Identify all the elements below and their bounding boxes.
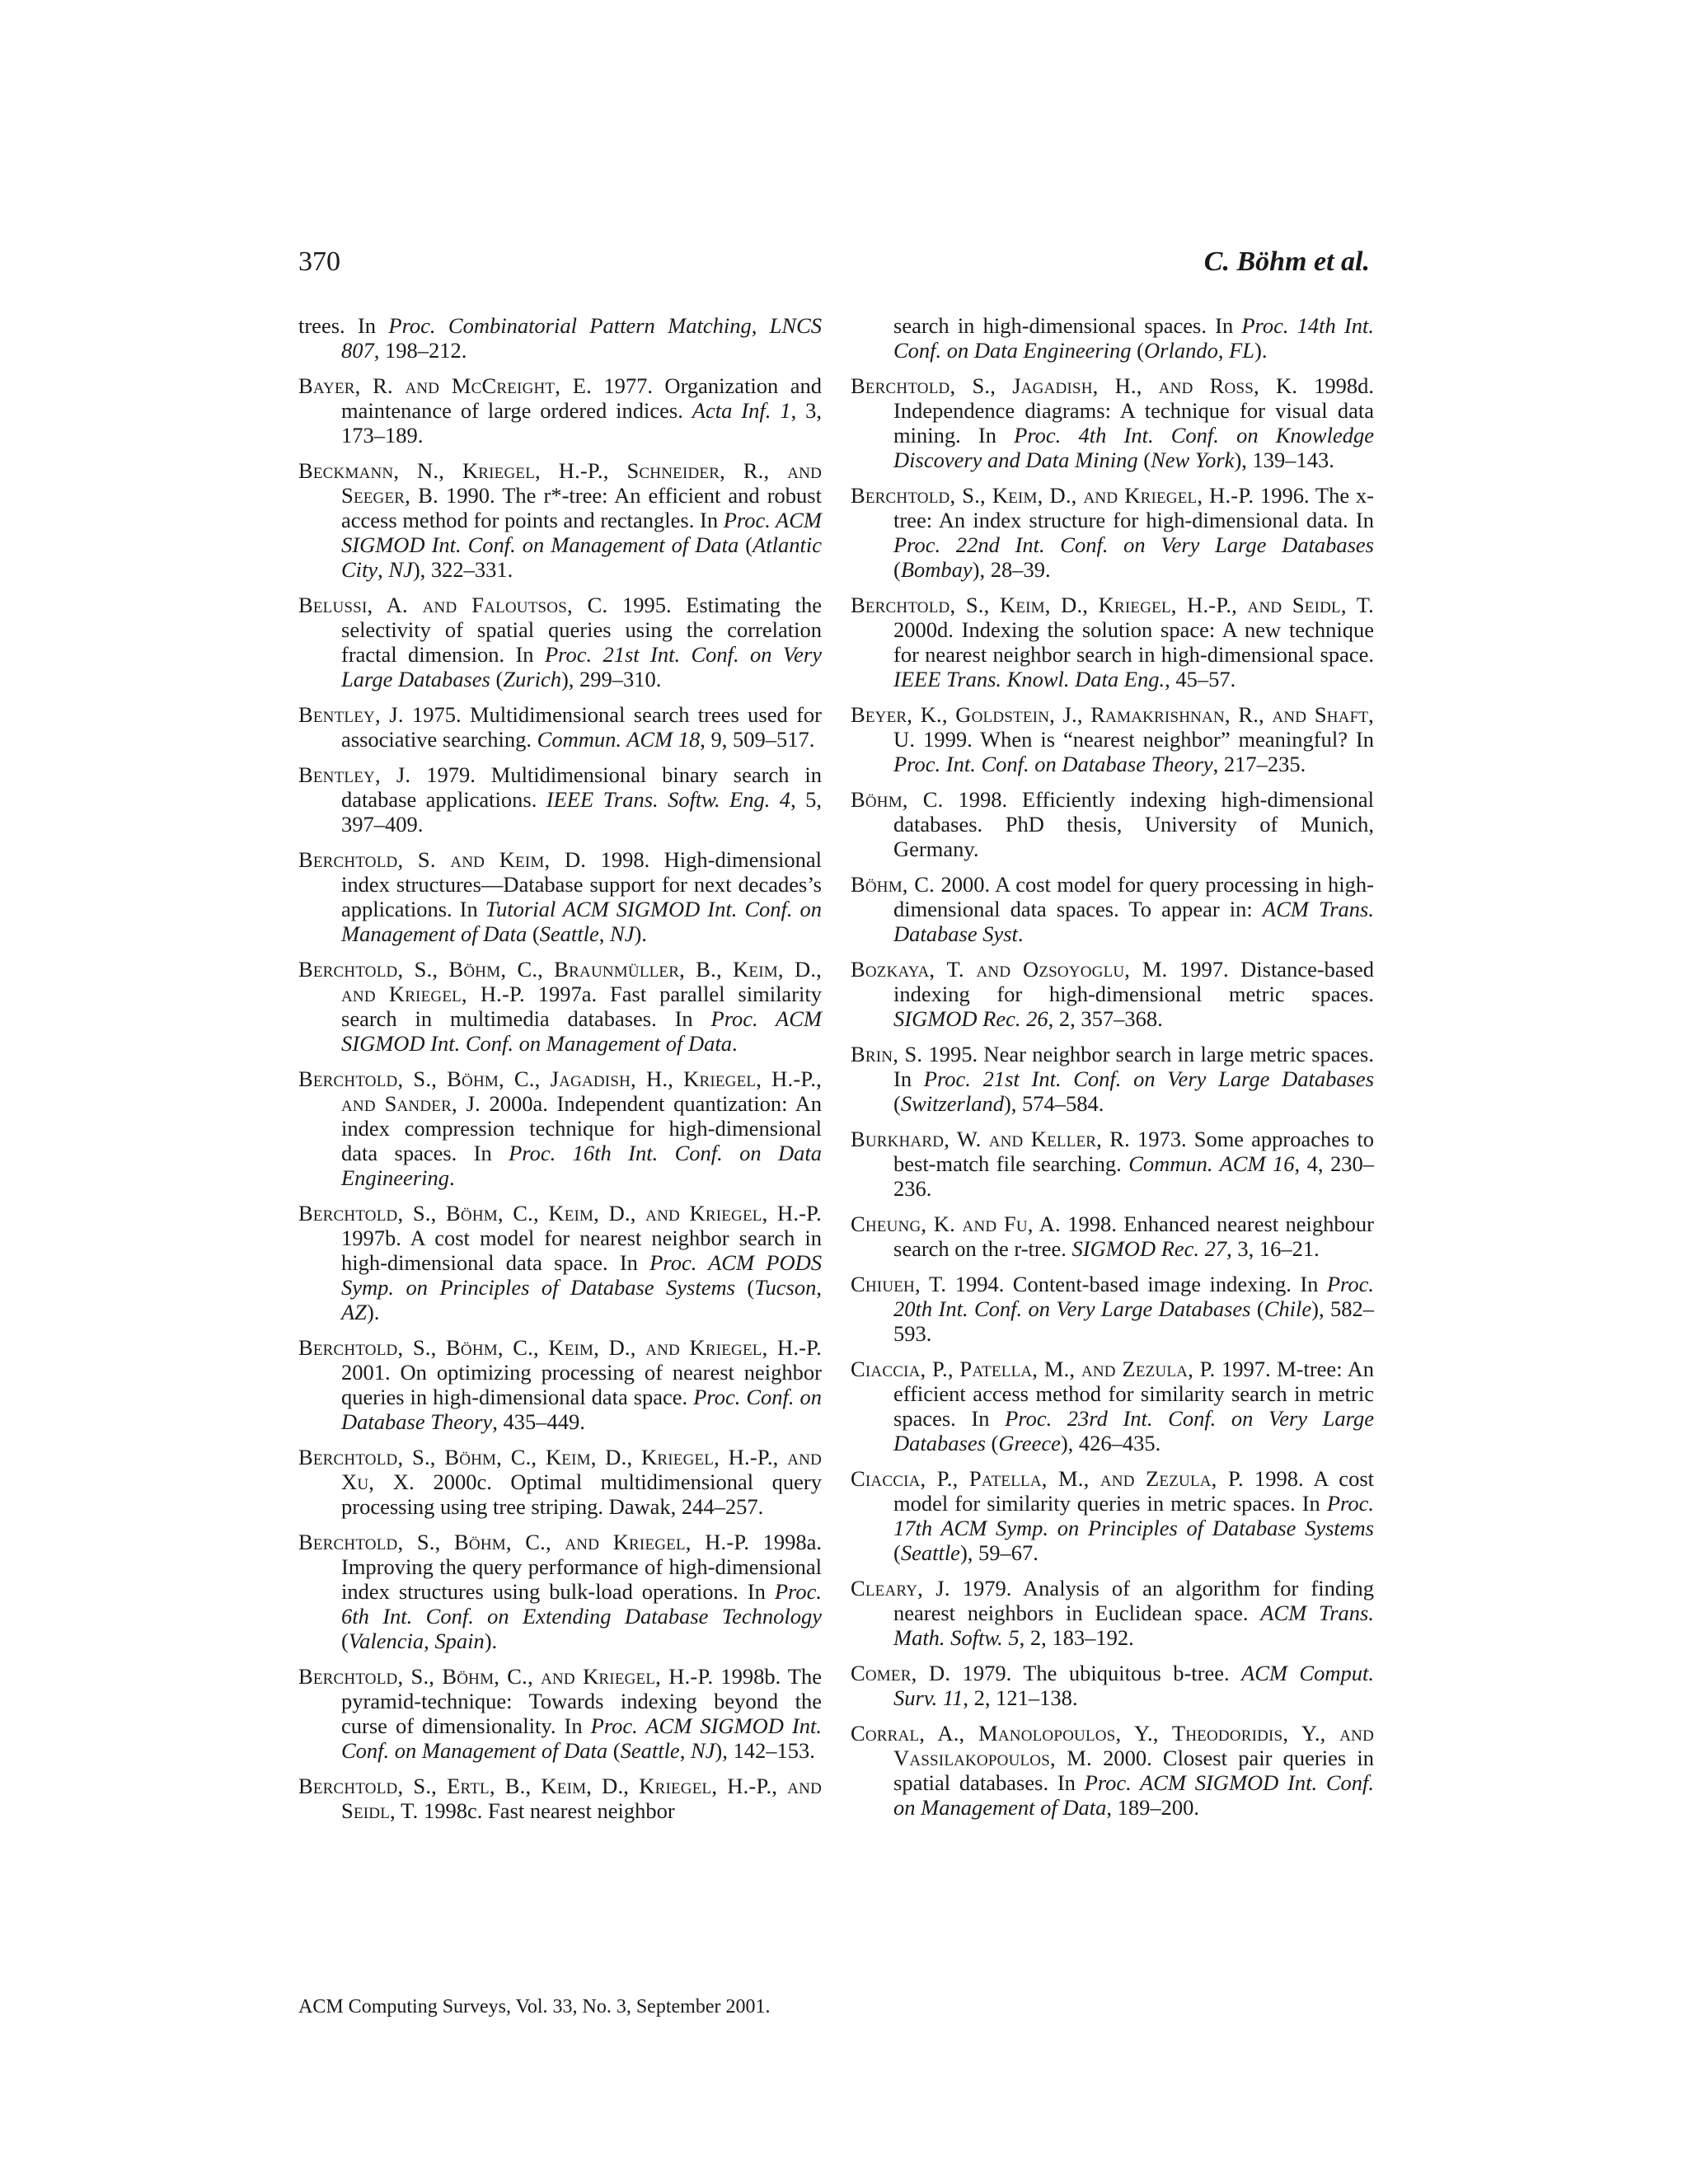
reference-text: ), 426–435. bbox=[1060, 1431, 1161, 1455]
reference-venue: AZ bbox=[341, 1300, 367, 1324]
reference-text: ). bbox=[366, 1300, 380, 1324]
reference-venue: Chile bbox=[1264, 1296, 1312, 1321]
reference-venue: ACM Trans. Math. Softw. 5 bbox=[893, 1601, 1374, 1650]
reference-text: 1994. Content-based image indexing. In bbox=[946, 1272, 1327, 1296]
reference-venue: Proc. 4th Int. Conf. on Knowledge Discovery and Data Mining bbox=[893, 423, 1374, 472]
reference-entry bbox=[851, 872, 1374, 946]
reference-text: ( bbox=[893, 1540, 901, 1565]
reference-text: 2000c. Optimal multidimensional query processing using tree striping. Dawak, 244–257. bbox=[341, 1469, 823, 1519]
reference-authors: Belussi, A. and Faloutsos, C. bbox=[298, 593, 608, 617]
reference-authors: Burkhard, W. and Keller, R. bbox=[851, 1127, 1130, 1151]
reference-venue: ACM Trans. Database Syst bbox=[893, 897, 1374, 946]
reference-text: , 189–200. bbox=[1106, 1795, 1199, 1820]
reference-text: 2000a. Independent quantization: An index compression technique for high-dimensional data spaces. In bbox=[341, 1091, 822, 1165]
reference-venue: Seattle bbox=[900, 1540, 960, 1565]
reference-text: ), 582–593. bbox=[893, 1296, 1374, 1346]
reference-entry bbox=[298, 1774, 822, 1823]
reference-venue: Proc. ACM PODS Symp. on Principles of Database Systems bbox=[341, 1250, 822, 1300]
reference-authors: Cleary, J. bbox=[851, 1576, 950, 1601]
reference-entry bbox=[851, 593, 1374, 691]
reference-venue: Commun. ACM 16 bbox=[1128, 1151, 1295, 1176]
reference-text: , 4, 230–236. bbox=[893, 1151, 1375, 1201]
reference-authors: Berchtold, S., Jagadish, H., and Ross, K. bbox=[851, 373, 1298, 398]
reference-entry bbox=[298, 1664, 822, 1763]
reference-text: ( bbox=[738, 532, 753, 557]
reference-text: 1998a. Improving the query performance of high-dimensional index structures using bulk-load operations. In bbox=[341, 1530, 822, 1604]
reference-text: 2000. Closest pair queries in spatial databases. In bbox=[893, 1746, 1375, 1795]
reference-text: 1998. A cost model for similarity queries in metric spaces. In bbox=[893, 1466, 1374, 1516]
reference-venue: IEEE Trans. Knowl. Data Eng. bbox=[893, 667, 1165, 691]
reference-venue: Bombay bbox=[900, 557, 973, 582]
reference-text: 1979. The ubiquitous b-tree. bbox=[950, 1661, 1242, 1685]
reference-text: 1998b. The pyramid-technique: Towards indexing beyond the curse of dimensionality. In bbox=[341, 1664, 822, 1738]
reference-text: 2001. On optimizing processing of nearest neighbor queries in high-dimensional data space. bbox=[341, 1360, 822, 1409]
reference-text: 1995. Near neighbor search in large metric spaces. In bbox=[893, 1042, 1374, 1091]
reference-venue: NJ bbox=[610, 921, 635, 946]
reference-text: , bbox=[679, 1738, 691, 1763]
reference-authors: Berchtold, S., Ertl, B., Keim, D., Kriegel, H.-P., and Seidl, T. bbox=[298, 1774, 822, 1823]
reference-authors: Berchtold, S., Böhm, C., Keim, D., Kriegel, H.-P., and Xu, X. bbox=[298, 1445, 822, 1494]
reference-venue: Atlantic City bbox=[341, 532, 822, 582]
reference-entry bbox=[851, 1466, 1374, 1565]
reference-entry bbox=[298, 593, 822, 691]
reference-authors: Berchtold, S., Böhm, C., and Kriegel, H.-P. bbox=[298, 1530, 750, 1554]
reference-entry bbox=[851, 1357, 1374, 1455]
reference-authors: Bayer, R. and McCreight, E. bbox=[298, 373, 592, 398]
reference-venue: SIGMOD Rec. 26 bbox=[893, 1006, 1048, 1031]
reference-text: , 45–57. bbox=[1165, 667, 1236, 691]
reference-text: ), 574–584. bbox=[1003, 1091, 1104, 1116]
reference-venue: Commun. ACM 18 bbox=[537, 727, 701, 752]
reference-venue: Proc. ACM SIGMOD Int. Conf. on Management of Data bbox=[341, 1006, 822, 1056]
reference-text: 1990. The r*-tree: An efficient and robust access method for points and rectangles. In bbox=[341, 483, 822, 532]
reference-entry bbox=[851, 702, 1374, 776]
reference-venue: Proc. 21st Int. Conf. on Very Large Databases bbox=[341, 642, 823, 691]
reference-entry bbox=[851, 1661, 1374, 1710]
reference-text: ). bbox=[1254, 338, 1268, 363]
reference-venue: FL bbox=[1229, 338, 1255, 363]
reference-text: 1979. Multidimensional binary search in database applications. bbox=[341, 762, 822, 812]
reference-venue: Proc. 22nd Int. Conf. on Very Large Databases bbox=[893, 532, 1374, 557]
reference-authors: Cheung, K. and Fu, A. bbox=[851, 1212, 1061, 1236]
reference-authors: Brin, S. bbox=[851, 1042, 923, 1066]
reference-entry bbox=[298, 957, 822, 1056]
reference-venue: Zurich bbox=[503, 667, 561, 691]
reference-text: ( bbox=[1137, 448, 1151, 472]
reference-text: 1977. Organization and maintenance of large ordered indices. bbox=[341, 373, 822, 423]
reference-authors: Böhm, C. bbox=[851, 787, 944, 812]
reference-authors: Corral, A., Manolopoulos, Y., Theodoridis, Y., and Vassilakopoulos, M. bbox=[851, 1721, 1374, 1770]
reference-entry bbox=[851, 1576, 1374, 1650]
reference-entry bbox=[298, 1335, 822, 1434]
reference-venue: Switzerland bbox=[900, 1091, 1004, 1116]
reference-text: 1996. The x-tree: An index structure for high-dimensional data. In bbox=[893, 483, 1375, 532]
reference-venue: Proc. 17th ACM Symp. on Principles of Database Systems bbox=[893, 1491, 1374, 1540]
reference-text: 1999. When is “nearest neighbor” meaningful? In bbox=[915, 727, 1374, 752]
reference-authors: Chiueh, T. bbox=[851, 1272, 947, 1296]
reference-text: ). bbox=[634, 921, 647, 946]
references-column-right bbox=[851, 313, 1374, 1830]
reference-entry bbox=[851, 483, 1374, 582]
reference-text: 1997b. A cost model for nearest neighbor search in high-dimensional data space. In bbox=[341, 1226, 822, 1275]
running-head: C. Böhm et al. bbox=[1203, 246, 1370, 277]
reference-text: 1998. Efficiently indexing high-dimensional databases. PhD thesis, University of Munich, Germany. bbox=[893, 787, 1374, 861]
reference-entry bbox=[298, 1066, 822, 1190]
reference-venue: Proc. 23rd Int. Conf. on Very Large Databases bbox=[893, 1406, 1374, 1455]
reference-authors: Ciaccia, P., Patella, M., and Zezula, P. bbox=[851, 1357, 1216, 1381]
reference-text: , bbox=[1217, 338, 1230, 363]
reference-text: , bbox=[424, 1629, 435, 1653]
reference-entry bbox=[298, 702, 822, 752]
reference-entry bbox=[298, 762, 822, 837]
reference-venue: Orlando bbox=[1144, 338, 1218, 363]
reference-text: ( bbox=[607, 1738, 621, 1763]
reference-authors: Berchtold, S., Böhm, C., Braunmüller, B., Keim, D., and Kriegel, H.-P. bbox=[298, 957, 822, 1006]
reference-text: , 3, 173–189. bbox=[341, 398, 823, 448]
reference-venue: ACM Comput. Surv. 11 bbox=[893, 1661, 1374, 1710]
reference-authors: Beckmann, N., Kriegel, H.-P., Schneider, R., and Seeger, B. bbox=[298, 458, 822, 508]
reference-text: . bbox=[732, 1031, 738, 1056]
reference-text: ), 59–67. bbox=[959, 1540, 1039, 1565]
reference-text: ( bbox=[893, 557, 901, 582]
reference-entry bbox=[851, 1721, 1374, 1820]
reference-entry bbox=[851, 373, 1374, 472]
reference-venue: New York bbox=[1151, 448, 1235, 472]
reference-venue: Tutorial ACM SIGMOD Int. Conf. on Management of Data bbox=[341, 897, 823, 946]
reference-venue: NJ bbox=[690, 1738, 715, 1763]
reference-venue: Seattle bbox=[539, 921, 599, 946]
reference-venue: Proc. 20th Int. Conf. on Very Large Databases bbox=[893, 1272, 1375, 1321]
reference-authors: Bentley, J. bbox=[298, 702, 404, 727]
reference-text: , 435–449. bbox=[492, 1409, 585, 1434]
reference-text: . bbox=[1017, 921, 1024, 946]
reference-authors: Berchtold, S. and Keim, D. bbox=[298, 847, 587, 872]
reference-text: 1997. Distance-based indexing for high-dimensional metric spaces. bbox=[893, 957, 1375, 1006]
reference-authors: Comer, D. bbox=[851, 1661, 951, 1685]
reference-text: 2000d. Indexing the solution space: A new technique for nearest neighbor search in high-dimensional space. bbox=[893, 617, 1374, 667]
reference-entry bbox=[298, 1201, 822, 1324]
reference-text: , 3, 16–21. bbox=[1226, 1236, 1320, 1261]
reference-text: , bbox=[816, 1275, 822, 1300]
reference-text: ), 139–143. bbox=[1234, 448, 1334, 472]
reference-text: 1979. Analysis of an algorithm for finding nearest neighbors in Euclidean space. bbox=[893, 1576, 1374, 1625]
reference-venue: Greece bbox=[998, 1431, 1061, 1455]
reference-authors: Berchtold, S., Böhm, C., and Kriegel, H.-P. bbox=[298, 1664, 714, 1689]
reference-text: , 9, 509–517. bbox=[700, 727, 815, 752]
reference-entry bbox=[298, 1530, 822, 1653]
reference-text: , 2, 121–138. bbox=[963, 1685, 1078, 1710]
reference-text: ( bbox=[1250, 1296, 1264, 1321]
reference-authors: Ciaccia, P., Patella, M., and Zezula, P. bbox=[851, 1466, 1244, 1491]
reference-venue: Proc. ACM SIGMOD Int. Conf. on Management of Data bbox=[341, 1713, 822, 1763]
reference-venue: IEEE Trans. Softw. Eng. 4 bbox=[546, 787, 791, 812]
reference-text: , 217–235. bbox=[1212, 752, 1306, 776]
reference-venue: NJ bbox=[388, 557, 413, 582]
reference-text: 1973. Some approaches to best-match file searching. bbox=[893, 1127, 1374, 1176]
reference-text: ), 299–310. bbox=[560, 667, 662, 691]
reference-text: ( bbox=[490, 667, 504, 691]
reference-venue: Spain bbox=[434, 1629, 485, 1653]
reference-text: ( bbox=[893, 1091, 901, 1116]
reference-venue: SIGMOD Rec. 27 bbox=[1071, 1236, 1227, 1261]
reference-entry bbox=[298, 458, 822, 582]
reference-text: , 198–212. bbox=[373, 338, 467, 363]
reference-text: 1995. Estimating the selectivity of spatial queries using the correlation fractal dimension. In bbox=[341, 593, 823, 667]
references-column-left bbox=[298, 313, 822, 1834]
reference-text: , bbox=[598, 921, 611, 946]
reference-text: , 5, 397–409. bbox=[341, 787, 822, 837]
reference-authors: Berchtold, S., Böhm, C., Keim, D., and Kriegel, H.-P. bbox=[298, 1201, 822, 1226]
reference-entry-continued bbox=[851, 313, 1374, 363]
journal-footer: ACM Computing Surveys, Vol. 33, No. 3, September 2001. bbox=[298, 1996, 771, 2018]
reference-authors: Berchtold, S., Keim, D., Kriegel, H.-P., and Seidl, T. bbox=[851, 593, 1374, 617]
reference-text: , 2, 183–192. bbox=[1019, 1625, 1134, 1650]
reference-entry bbox=[851, 1212, 1374, 1261]
reference-venue: Tucson bbox=[754, 1275, 817, 1300]
reference-venue: Seattle bbox=[620, 1738, 680, 1763]
reference-text: ). bbox=[484, 1629, 498, 1653]
reference-venue: Proc. ACM SIGMOD Int. Conf. on Management of Data bbox=[893, 1770, 1374, 1820]
reference-text: 1998. Enhanced nearest neighbour search on the r-tree. bbox=[893, 1212, 1374, 1261]
reference-text: 1997a. Fast parallel similarity search in multimedia databases. In bbox=[341, 982, 822, 1031]
reference-authors: Berchtold, S., Böhm, C., Keim, D., and Kriegel, H.-P. bbox=[298, 1335, 822, 1360]
reference-text: trees. In bbox=[298, 313, 389, 338]
reference-text: 2000. A cost model for query processing in high-dimensional data spaces. To appear in: bbox=[893, 872, 1374, 921]
reference-entry bbox=[298, 373, 822, 448]
reference-text: , 2, 357–368. bbox=[1048, 1006, 1163, 1031]
reference-venue: Proc. 16th Int. Conf. on Data Engineering bbox=[341, 1141, 822, 1190]
reference-text: , bbox=[377, 557, 389, 582]
reference-authors: Bentley, J. bbox=[298, 762, 411, 787]
reference-venue: Proc. Int. Conf. on Database Theory bbox=[893, 752, 1213, 776]
reference-venue: Proc. 6th Int. Conf. on Extending Database Technology bbox=[341, 1579, 822, 1629]
reference-entry bbox=[851, 1127, 1374, 1201]
reference-text: 1998. High-dimensional index structures—Database support for next decades’s applications. In bbox=[341, 847, 822, 921]
reference-entry bbox=[851, 1272, 1374, 1346]
reference-authors: Berchtold, S., Böhm, C., Jagadish, H., Kriegel, H.-P., and Sander, J. bbox=[298, 1066, 822, 1116]
reference-text: 1998d. Independence diagrams: A technique for visual data mining. In bbox=[893, 373, 1374, 448]
reference-entry bbox=[851, 957, 1374, 1031]
reference-entry bbox=[851, 1042, 1374, 1116]
reference-text: ( bbox=[341, 1629, 349, 1653]
reference-text: ), 28–39. bbox=[972, 557, 1051, 582]
reference-entry bbox=[851, 787, 1374, 861]
reference-authors: Berchtold, S., Keim, D., and Kriegel, H.-P. bbox=[851, 483, 1254, 508]
reference-venue: Proc. ACM SIGMOD Int. Conf. on Management of Data bbox=[341, 508, 822, 557]
reference-text: ( bbox=[985, 1431, 999, 1455]
reference-text: search in high-dimensional spaces. In bbox=[893, 313, 1242, 338]
reference-venue: Proc. 21st Int. Conf. on Very Large Databases bbox=[923, 1066, 1375, 1091]
reference-text: 1998c. Fast nearest neighbor bbox=[418, 1798, 675, 1823]
reference-authors: Bozkaya, T. and Ozsoyoglu, M. bbox=[851, 957, 1168, 982]
reference-text: ), 322–331. bbox=[412, 557, 513, 582]
reference-entry bbox=[298, 1445, 822, 1519]
reference-text: ( bbox=[734, 1275, 755, 1300]
reference-venue: Proc. 14th Int. Conf. on Data Engineering bbox=[893, 313, 1374, 363]
page-number: 370 bbox=[298, 246, 340, 277]
reference-entry bbox=[298, 847, 822, 946]
reference-venue: Proc. Conf. on Database Theory bbox=[341, 1385, 822, 1434]
reference-authors: Böhm, C. bbox=[851, 872, 935, 897]
reference-authors: Beyer, K., Goldstein, J., Ramakrishnan, R., and Shaft, U. bbox=[851, 702, 1374, 752]
reference-venue: Proc. Combinatorial Pattern Matching, LNCS 807 bbox=[341, 313, 822, 363]
reference-text: . bbox=[449, 1165, 455, 1190]
reference-text: ( bbox=[527, 921, 540, 946]
reference-venue: Acta Inf. 1 bbox=[692, 398, 791, 423]
reference-text: ( bbox=[1131, 338, 1144, 363]
reference-entry bbox=[298, 313, 822, 363]
reference-text: 1997. M-tree: An efficient access method for similarity search in metric spaces. In bbox=[893, 1357, 1374, 1431]
reference-text: ), 142–153. bbox=[715, 1738, 815, 1763]
reference-text: 1975. Multidimensional search trees used for associative searching. bbox=[341, 702, 822, 752]
reference-venue: Valencia bbox=[348, 1629, 424, 1653]
